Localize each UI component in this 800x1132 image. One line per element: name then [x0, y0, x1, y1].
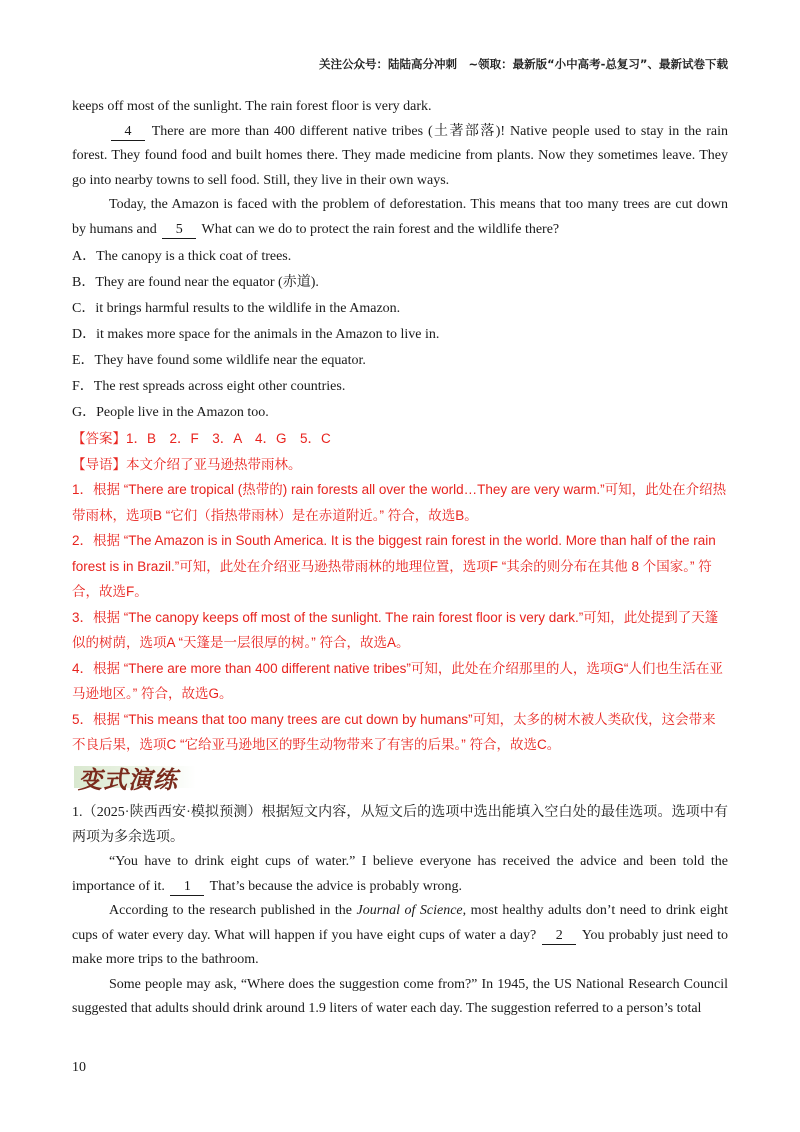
exercise-question: [72, 801, 728, 1022]
page-header: 关注公众号：陆陆高分冲刺 ~领取：最新版“小中高考-总复习”、最新试卷下载: [318, 57, 728, 71]
option-d: D．it makes more space for the animals in the Amazon to live in.: [72, 327, 440, 342]
option-e: E．They have found some wildlife near the equator.: [72, 353, 366, 368]
paragraph-5-before: Today, the Amazon is faced with the problem of deforestation. This means that too many trees are cut down by humans and: [72, 197, 728, 237]
explanation-4: 4．根据 “There are more than 400 different native tribes”可知，此处在介绍那里的人，选项G“人们也生活在亚马逊地区。” 符合，故选G。: [72, 660, 723, 701]
q-blank-2: 2: [542, 928, 576, 945]
paragraph-4-text: There are more than 400 different native tribes (土著部落)! Native people used to stay in the rain forest. They found food and built homes there. They made medicine from plants. Now they sometimes leave. They go into nearby towns to sell food. Still, they live in their own ways.: [72, 123, 729, 188]
answer-guide: 【导语】本文介绍了亚马逊热带雨林。: [72, 456, 302, 472]
option-a: A．The canopy is a thick coat of trees.: [72, 249, 292, 264]
explanation-1: 1．根据 “There are tropical (热带的) rain forests all over the world…They are very warm.”可知，此处在介绍热带雨林，选项B “它们（指热带雨林）是在赤道附近。” 符合，故选B。: [72, 482, 727, 523]
question-intro: 1.（2025·陕西西安·模拟预测）根据短文内容，从短文后的选项中选出能填入空白处的最佳选项。选项中有两项为多余选项。: [72, 805, 728, 845]
question-paragraph-1: [72, 850, 728, 899]
option-c: C．it brings harmful results to the wildlife in the Amazon.: [72, 301, 401, 316]
passage-line-top: keeps off most of the sunlight. The rain forest floor is very dark.: [72, 99, 432, 114]
blank-4: 4: [111, 124, 145, 141]
question-paragraph-2: [72, 899, 728, 973]
page-number: 10: [72, 1060, 86, 1075]
option-b: B．They are found near the equator (赤道).: [72, 275, 319, 290]
section-banner: [74, 760, 196, 792]
q-p2-after: You probably just need to make more trips to the bathroom.: [72, 927, 729, 967]
q-p2-mid: , most healthy adults don’t need to drink eight cups of water every day. What will happen if you have eight cups of water a day?: [72, 903, 728, 943]
question-paragraph-3: Some people may ask, “Where does the suggestion come from?” In 1945, the US National Research Council suggested that adults should drink around 1.9 liters of water each day. The suggestion referred to a person’s total: [72, 976, 728, 1016]
explanation-2: 2．根据 “The Amazon is in South America. It is the biggest rain forest in the world. More than half of the rain forest is in Brazil.”可知，此处在介绍亚马逊热带雨林的地理位置，选项F “其余的则分布在其他 8 个国家。” 符合，故选F。: [72, 533, 716, 599]
passage-continuation: [72, 95, 728, 758]
passage-paragraph-5: [72, 193, 728, 242]
journal-name: Journal of Science: [356, 903, 463, 918]
option-g: G．People live in the Amazon too.: [72, 405, 269, 420]
q-p1-before: “You have to drink eight cups of water.” I believe everyone has received the advice and been told the importance of it.: [72, 854, 728, 894]
q-p2-before: According to the research published in the: [109, 903, 353, 918]
q-p1-after: That’s because the advice is probably wrong.: [209, 878, 462, 894]
section-title: 变式演练: [78, 765, 178, 794]
passage-paragraph-4: [72, 120, 728, 194]
option-f: F．The rest spreads across eight other countries.: [72, 379, 346, 394]
explanation-5: 5．根据 “This means that too many trees are cut down by humans”可知，太多的树木被人类砍伐，这会带来不良后果，选项C “它给亚马逊地区的野生动物带来了有害的后果。” 符合，故选C。: [72, 711, 716, 752]
q-blank-1: 1: [170, 879, 204, 896]
paragraph-5-after: What can we do to protect the rain forest and the wildlife there?: [201, 221, 560, 237]
blank-5: 5: [162, 222, 196, 239]
answer-key: 【答案】1．B 2．F 3．A 4．G 5．C: [72, 431, 331, 446]
explanation-3: 3．根据 “The canopy keeps off most of the sunlight. The rain forest floor is very dark.”可知，此处提到了天篷似的树荫，选项A “天篷是一层很厚的树。” 符合，故选A。: [72, 609, 719, 650]
